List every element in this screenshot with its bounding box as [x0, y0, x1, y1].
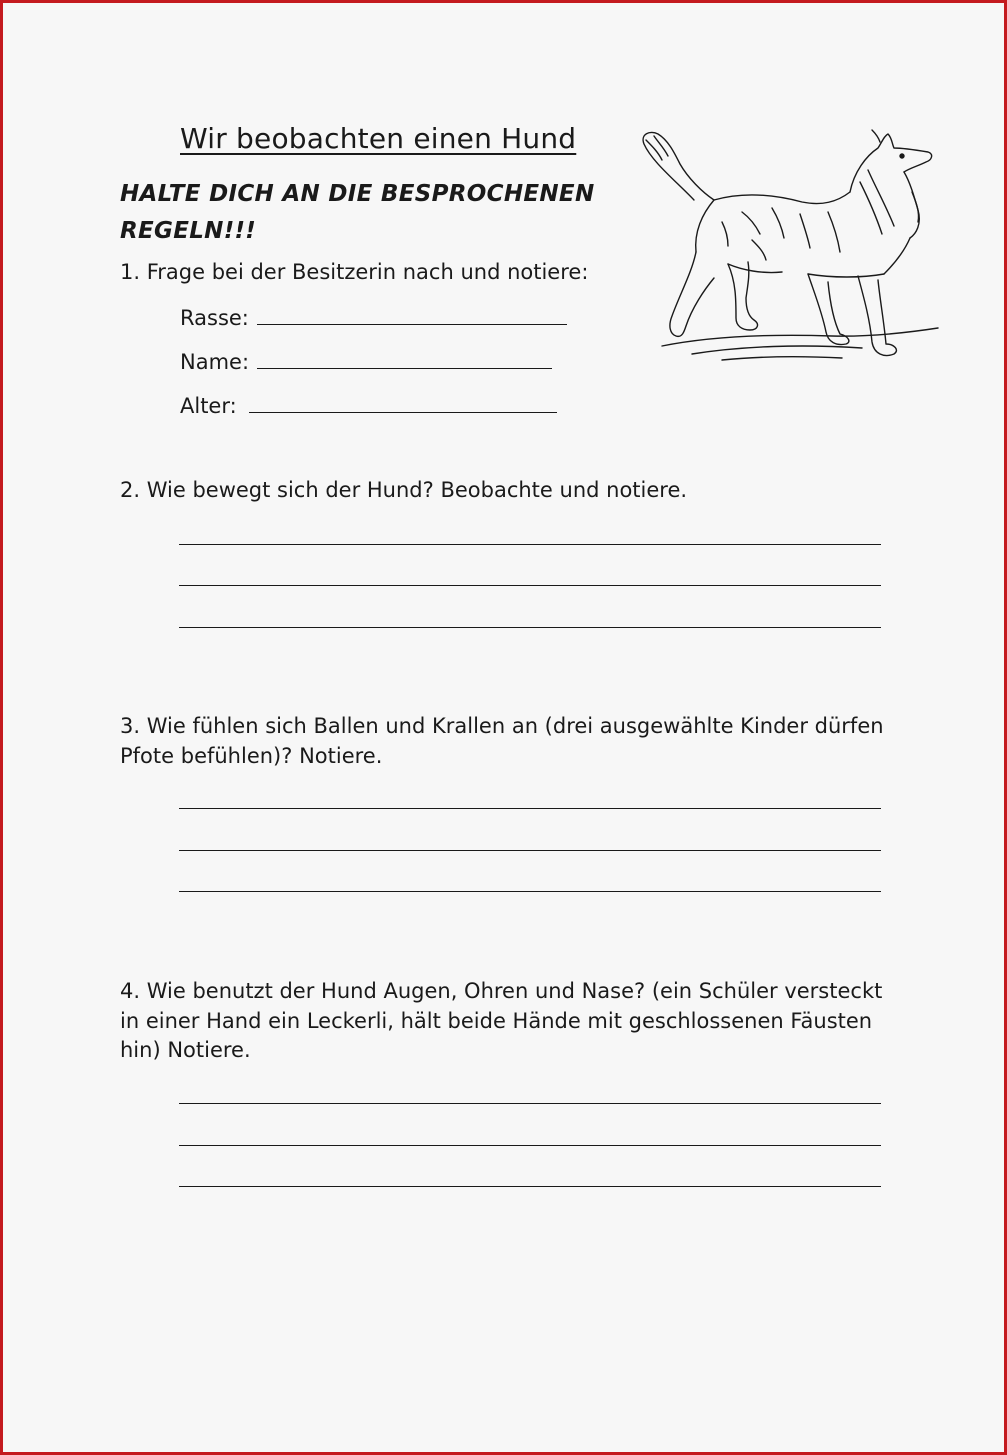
answer-line[interactable]	[179, 627, 881, 628]
answer-line[interactable]	[179, 585, 881, 586]
answer-line[interactable]	[179, 544, 881, 545]
question-4	[120, 977, 900, 1066]
worksheet-title: Wir beobachten einen Hund	[180, 122, 577, 155]
question-3-line-1: 3. Wie fühlen sich Ballen und Krallen an (drei ausgewählte Kinder dürfen	[120, 714, 884, 738]
alter-field	[180, 388, 557, 418]
answer-line[interactable]	[179, 891, 881, 892]
question-3	[120, 712, 900, 771]
question-4-line-2: in einer Hand ein Leckerli, hält beide Hände mit geschlossenen Fäusten	[120, 1008, 873, 1033]
rasse-label: Rasse:	[180, 306, 249, 330]
rules-heading	[120, 176, 620, 250]
question-3-line-2: Pfote befühlen)? Notiere.	[120, 743, 383, 768]
name-label: Name:	[180, 350, 250, 374]
question-4-line-1: 4. Wie benutzt der Hund Augen, Ohren und Nase? (ein Schüler versteckt	[120, 979, 883, 1003]
rasse-input-line[interactable]	[257, 322, 567, 325]
answer-line[interactable]	[179, 808, 881, 809]
answer-line[interactable]	[179, 1103, 881, 1104]
question-2: 2. Wie bewegt sich der Hund? Beobachte und notiere.	[120, 478, 688, 502]
question-1: 1. Frage bei der Besitzerin nach und notiere:	[120, 260, 589, 284]
alter-input-line[interactable]	[249, 410, 557, 413]
name-input-line[interactable]	[257, 366, 552, 369]
name-field	[180, 344, 552, 374]
rules-heading-line-1: HALTE DICH AN DIE BESPROCHENEN	[120, 181, 595, 207]
question-4-line-3: hin) Notiere.	[120, 1038, 251, 1062]
answer-line[interactable]	[179, 850, 881, 851]
answer-line[interactable]	[179, 1145, 881, 1146]
dog-icon	[632, 122, 944, 374]
answer-line[interactable]	[179, 1186, 881, 1187]
alter-label: Alter:	[180, 394, 237, 418]
rules-heading-line-2: REGELN!!!	[120, 218, 257, 244]
rasse-field	[180, 300, 567, 330]
